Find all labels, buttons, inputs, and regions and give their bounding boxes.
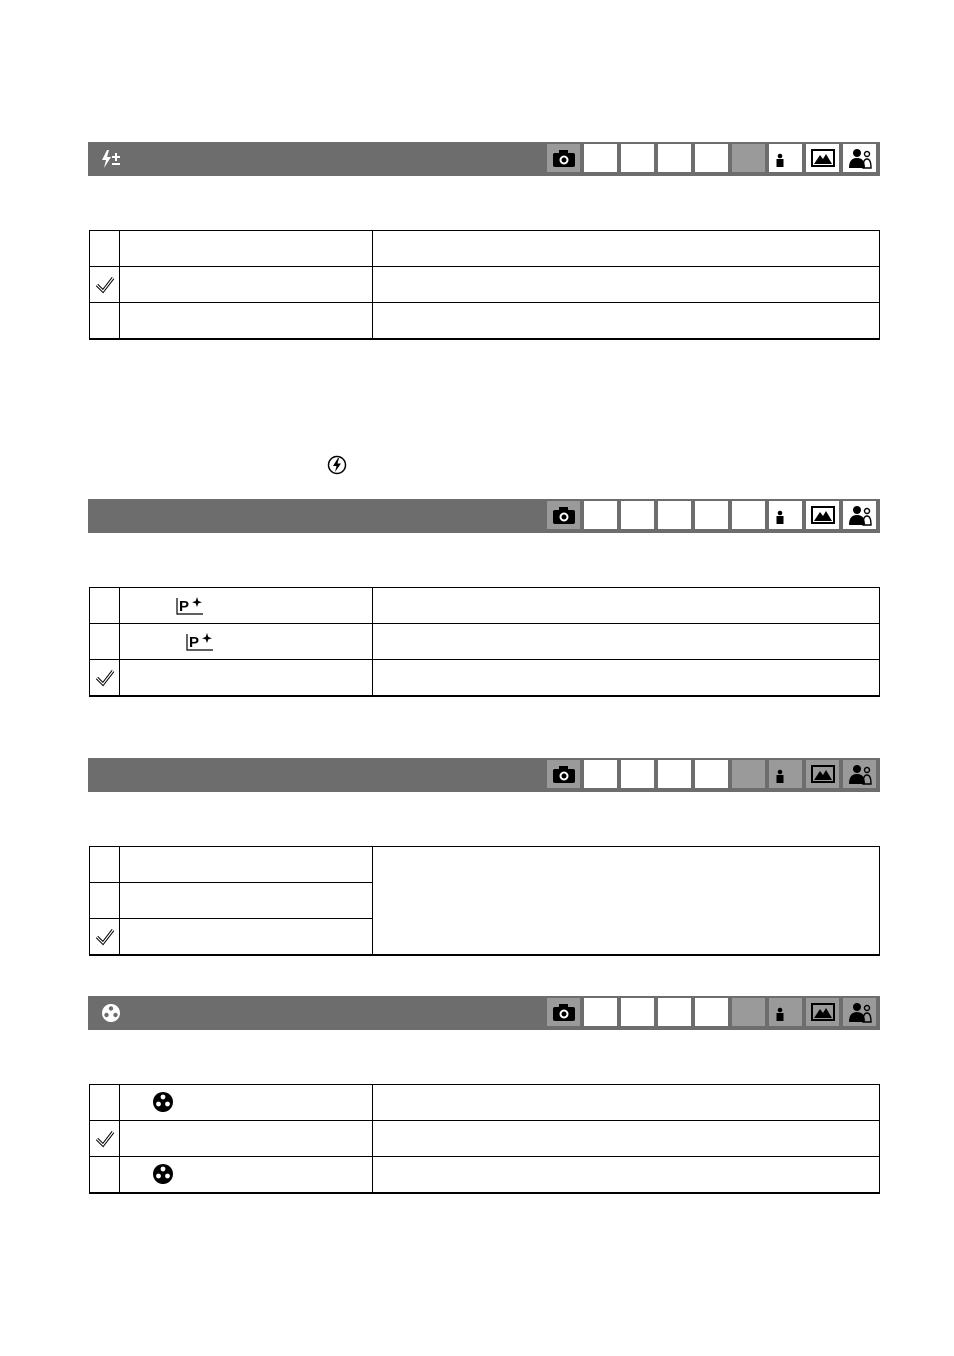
mode-blank-1 xyxy=(583,759,618,789)
mode-auto xyxy=(546,500,581,530)
mode-blank-4 xyxy=(694,500,729,530)
options-table-program-plus xyxy=(89,587,880,697)
option-description-cell xyxy=(373,267,880,303)
color-palette-icon xyxy=(152,1163,174,1185)
option-description-cell xyxy=(373,1121,880,1157)
section-bar-color-mode xyxy=(88,996,880,1030)
mode-blank-3 xyxy=(657,143,692,173)
mode-auto xyxy=(546,143,581,173)
mode-twilight xyxy=(731,500,766,530)
landscape-icon xyxy=(810,504,836,526)
options-table-flash-level xyxy=(89,230,880,340)
table-row[interactable] xyxy=(90,624,880,660)
option-name-cell xyxy=(120,919,373,956)
table-row[interactable] xyxy=(90,1121,880,1157)
portrait-icon xyxy=(847,147,873,169)
option-name-cell xyxy=(120,1157,373,1194)
option-name-cell xyxy=(120,303,373,340)
option-name-cell xyxy=(120,624,373,660)
mode-blank-3 xyxy=(657,500,692,530)
check-cell xyxy=(90,624,120,660)
checkmark-icon xyxy=(95,1130,115,1148)
check-cell xyxy=(90,919,120,956)
option-description-cell xyxy=(373,847,880,956)
check-cell xyxy=(90,883,120,919)
mode-portrait xyxy=(842,500,877,530)
option-description-cell xyxy=(373,1157,880,1194)
mode-blank-4 xyxy=(694,997,729,1027)
mode-twilight-portrait xyxy=(768,759,803,789)
scene-mode-strip xyxy=(546,500,879,532)
flash-off-icon xyxy=(327,455,347,475)
mode-landscape xyxy=(805,759,840,789)
mode-landscape xyxy=(805,500,840,530)
option-description-cell xyxy=(373,660,880,697)
camera-icon xyxy=(551,763,577,785)
mode-twilight-portrait xyxy=(768,143,803,173)
camera-icon xyxy=(551,504,577,526)
check-cell xyxy=(90,588,120,624)
check-cell xyxy=(90,267,120,303)
check-cell xyxy=(90,303,120,340)
scene-mode-strip xyxy=(546,759,879,791)
color-palette-icon xyxy=(152,1091,174,1113)
table-row[interactable] xyxy=(90,303,880,340)
mode-blank-4 xyxy=(694,143,729,173)
option-name-cell xyxy=(120,1085,373,1121)
color-palette-icon xyxy=(100,1003,122,1023)
checkmark-icon xyxy=(95,928,115,946)
option-name-cell xyxy=(120,588,373,624)
mode-blank-2 xyxy=(620,143,655,173)
person-moon-icon xyxy=(773,1001,799,1023)
section-bar-flash-level xyxy=(88,142,880,176)
option-description-cell xyxy=(373,231,880,267)
mode-portrait xyxy=(842,997,877,1027)
portrait-icon xyxy=(847,1001,873,1023)
check-cell xyxy=(90,231,120,267)
mode-twilight xyxy=(731,759,766,789)
check-cell xyxy=(90,660,120,697)
mode-blank-4 xyxy=(694,759,729,789)
portrait-icon xyxy=(847,504,873,526)
options-table-third-setting xyxy=(89,846,880,956)
landscape-icon xyxy=(810,763,836,785)
mode-twilight-portrait xyxy=(768,997,803,1027)
person-moon-icon xyxy=(773,763,799,785)
table-row[interactable] xyxy=(90,267,880,303)
scene-mode-strip xyxy=(546,997,879,1029)
mode-blank-2 xyxy=(620,997,655,1027)
landscape-icon xyxy=(810,147,836,169)
section-bar-third-setting xyxy=(88,758,880,792)
program-sparkle-icon xyxy=(186,632,214,652)
mode-blank-1 xyxy=(583,500,618,530)
mode-blank-2 xyxy=(620,759,655,789)
option-name-cell xyxy=(120,883,373,919)
svg-text:P: P xyxy=(179,598,190,615)
check-cell xyxy=(90,1121,120,1157)
checkmark-icon xyxy=(95,669,115,687)
table-row[interactable] xyxy=(90,1085,880,1121)
check-cell xyxy=(90,847,120,883)
option-description-cell xyxy=(373,624,880,660)
mode-twilight-portrait xyxy=(768,500,803,530)
mode-twilight xyxy=(731,143,766,173)
portrait-icon xyxy=(847,763,873,785)
checkmark-icon xyxy=(95,276,115,294)
mode-landscape xyxy=(805,997,840,1027)
table-row[interactable] xyxy=(90,231,880,267)
mode-blank-1 xyxy=(583,143,618,173)
table-row[interactable] xyxy=(90,660,880,697)
mode-landscape xyxy=(805,143,840,173)
person-moon-icon xyxy=(773,504,799,526)
mode-blank-3 xyxy=(657,759,692,789)
flash-plus-minus-icon xyxy=(100,149,122,169)
option-name-cell xyxy=(120,231,373,267)
camera-icon xyxy=(551,1001,577,1023)
moon-icon xyxy=(736,763,762,785)
table-row[interactable] xyxy=(90,588,880,624)
program-sparkle-icon xyxy=(176,596,204,616)
check-cell xyxy=(90,1157,120,1194)
svg-text:P: P xyxy=(189,634,200,651)
mode-twilight xyxy=(731,997,766,1027)
mode-portrait xyxy=(842,143,877,173)
table-row[interactable] xyxy=(90,1157,880,1194)
moon-icon xyxy=(736,147,762,169)
mode-auto xyxy=(546,759,581,789)
option-name-cell xyxy=(120,1121,373,1157)
mode-auto xyxy=(546,997,581,1027)
mode-blank-1 xyxy=(583,997,618,1027)
section-bar-program-plus xyxy=(88,499,880,533)
table-row[interactable] xyxy=(90,847,880,883)
landscape-icon xyxy=(810,1001,836,1023)
option-name-cell xyxy=(120,847,373,883)
option-name-cell xyxy=(120,267,373,303)
options-table-color-mode xyxy=(89,1084,880,1194)
camera-icon xyxy=(551,147,577,169)
mode-blank-2 xyxy=(620,500,655,530)
moon-icon xyxy=(736,1001,762,1023)
person-moon-icon xyxy=(773,147,799,169)
option-name-cell xyxy=(120,660,373,697)
scene-mode-strip xyxy=(546,143,879,175)
mode-blank-3 xyxy=(657,997,692,1027)
option-description-cell xyxy=(373,588,880,624)
check-cell xyxy=(90,1085,120,1121)
moon-icon xyxy=(736,504,762,526)
option-description-cell xyxy=(373,303,880,340)
option-description-cell xyxy=(373,1085,880,1121)
mode-portrait xyxy=(842,759,877,789)
